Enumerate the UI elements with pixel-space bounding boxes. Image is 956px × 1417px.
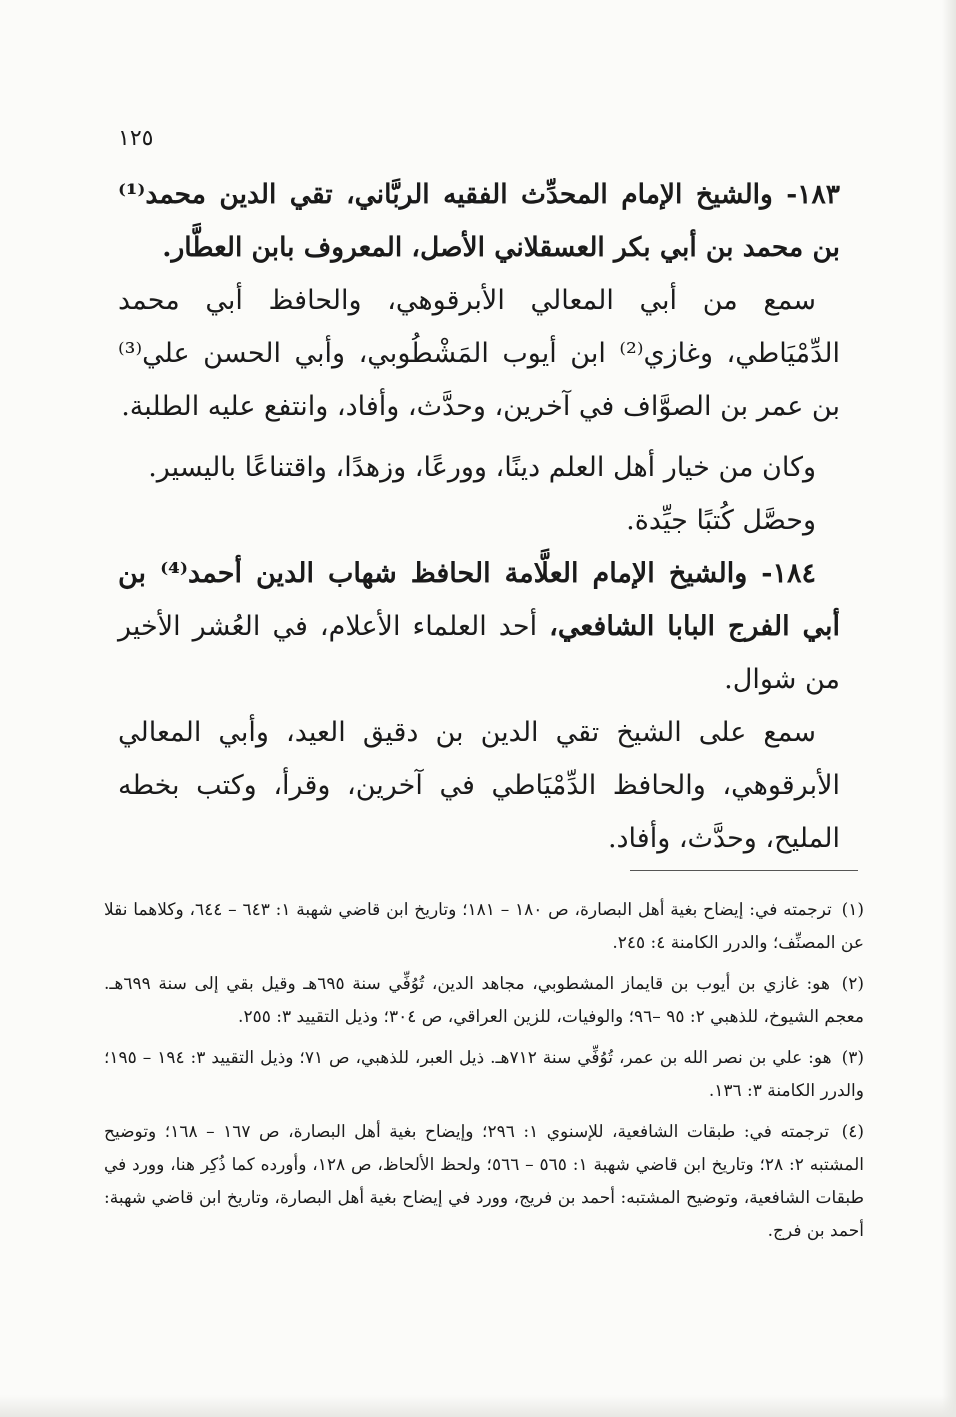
footnote-3 xyxy=(104,1042,864,1108)
main-text xyxy=(118,168,840,865)
footnote-text: هو: غازي بن أيوب بن قايماز المشطوبي، مجاهد الدين، تُوُفِّي سنة ٦٩٥هـ وقيل بقي إلى سنة ٦٩٩هـ. معجم الشيوخ، للذهبي ٢: ٩٥ –٩٦؛ والوفيات، للزين العراقي، ص ٣٠٤؛ وذيل التقييد ٣: ٢٥٥. xyxy=(104,974,864,1027)
footnote-1 xyxy=(104,894,864,960)
scan-shadow-bottom xyxy=(0,1395,956,1417)
footnote-text: هو: علي بن نصر الله بن عمر، تُوُفِّي سنة ٧١٢هـ. ذيل العبر، للذهبي، ص ٧١؛ وذيل التقييد ٣: ١٩٤ – ١٩٥؛ والدرر الكامنة ٣: ١٣٦. xyxy=(104,1048,864,1101)
footnotes xyxy=(104,894,864,1256)
footnote-2 xyxy=(104,968,864,1034)
footnote-divider xyxy=(630,870,858,871)
footnote-number: (٢) xyxy=(841,974,864,994)
page-number: ١٢٥ xyxy=(118,126,154,151)
footnote-text: ترجمته في: إيضاح بغية أهل البصارة، ص ١٨٠ – ١٨١؛ وتاريخ ابن قاضي شهبة ١: ٦٤٣ – ٦٤٤، وكلاهما نقلا عن المصنِّف؛ والدرر الكامنة ٤: ٢٤٥. xyxy=(104,900,864,953)
entry-184-heading xyxy=(118,547,840,706)
footnote-4 xyxy=(104,1116,864,1248)
footnote-number: (٤) xyxy=(841,1122,864,1142)
footnote-text: ترجمته في: طبقات الشافعية، للإسنوي ١: ٢٩٦؛ وإيضاح بغية أهل البصارة، ص ١٦٧ – ١٦٨؛ وتوضيح المشتبه ٢: ٢٨؛ وتاريخ ابن قاضي شهبة ١: ٥٦٥ – ٥٦٦؛ ولحظ الألحاظ، ص ١٢٨، وأورده كما ذُكِر هنا، وورد في طبقات الشافعية، وتوضيح المشتبه: أحمد بن فريج، وورد في إيضاح بغية أهل البصارة، وتاريخ ابن قاضي شهبة: أحمد بن فرج. xyxy=(104,1122,865,1241)
scan-shadow-right xyxy=(942,0,956,1417)
entry-183-paragraph: سمع من أبي المعالي الأبرقوهي، والحافظ أبي محمد الدِّمْيَاطي، وغازي⁽²⁾ ابن أيوب المَشْطُوبي، وأبي الحسن علي⁽³⁾ بن عمر بن الصوَّاف في آخرين، وحدَّث، وأفاد، وانتفع عليه الطلبة. xyxy=(118,285,841,422)
entry-183-heading: ١٨٣- والشيخ الإمام المحدِّث الفقيه الربَّاني، تقي الدين محمد⁽¹⁾ بن محمد بن أبي بكر العسقلاني الأصل، المعروف بابن العطَّار. xyxy=(118,179,840,263)
footnote-number: (١) xyxy=(841,900,865,920)
footnote-number: (٣) xyxy=(841,1048,865,1068)
entry-183-paragraph: وكان من خيار أهل العلم دينًا، وورعًا، وزهدًا، واقتناعًا باليسير. xyxy=(148,452,816,483)
entry-184-paragraph: سمع على الشيخ تقي الدين بن دقيق العيد، وأبي المعالي الأبرقوهي، والحافظ الدِّمْيَاطي في آخرين، وقرأ، وكتب بخطه المليح، وحدَّث، وأفاد. xyxy=(118,717,840,854)
entry-184-heading-rest: أحد العلماء الأعلام، في العُشر الأخير من شوال. xyxy=(118,611,840,695)
entry-183-paragraph: وحصَّل كُتبًا جيِّدة. xyxy=(626,505,816,536)
entry-184-heading-bold: ١٨٤- والشيخ الإمام العلَّامة الحافظ شهاب الدين أحمد⁽⁴⁾ بن أبي الفرج البابا الشافعي، xyxy=(118,558,841,642)
